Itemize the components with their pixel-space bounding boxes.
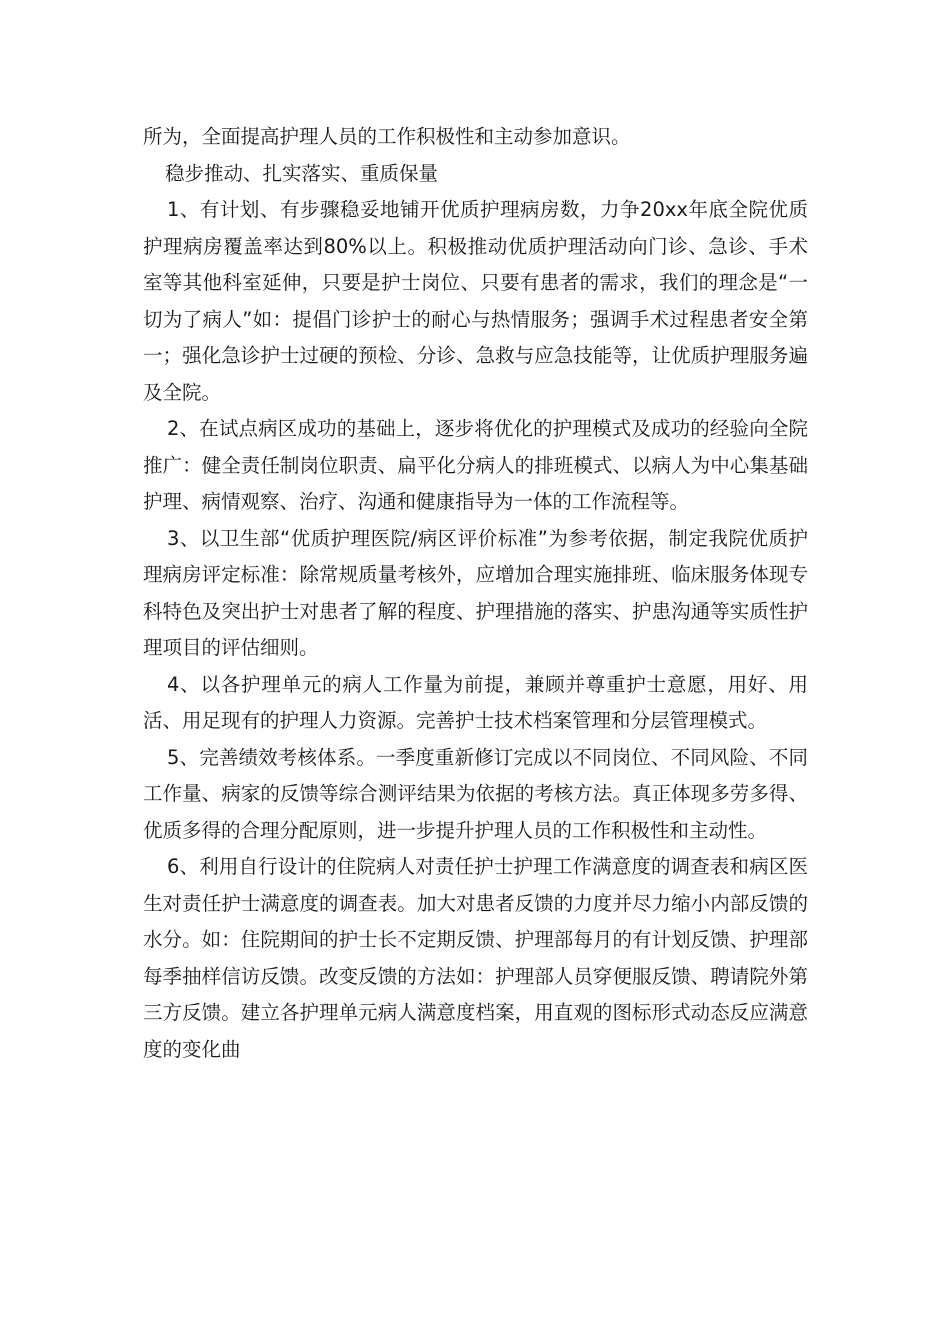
list-item-3: 3、以卫生部“优质护理医院/病区评价标准”为参考依据，制定我院优质护理病房评定标准：除常规质量考核外，应增加合理实施排班、临床服务体现专科特色及突出护士对患者了解的程度、护理措施的落实、护患沟通等实质性护理项目的评估细则。 (143, 526, 808, 659)
paragraph-continuation: 所为，全面提高护理人员的工作积极性和主动参加意识。 (143, 125, 631, 148)
document-body (143, 119, 808, 1068)
list-item-2: 2、在试点病区成功的基础上，逐步将优化的护理模式及成功的经验向全院推广：健全责任制岗位职责、扁平化分病人的排班模式、以病人为中心集基础护理、病情观察、治疗、沟通和健康指导为一体的工作流程等。 (143, 417, 808, 513)
section-heading: 稳步推动、扎实落实、重质保量 (165, 161, 439, 185)
list-item-6: 6、利用自行设计的住院病人对责任护士护理工作满意度的调查表和病区医生对责任护士满意度的调查表。加大对患者反馈的力度并尽力缩小内部反馈的水分。如：住院期间的护士长不定期反馈、护理部每月的有计划反馈、护理部每季抽样信访反馈。改变反馈的方法如：护理部人员穿便服反馈、聘请院外第三方反馈。建立各护理单元病人满意度档案，用直观的图标形式动态反应满意度的变化曲 (143, 855, 808, 1061)
list-item-4: 4、以各护理单元的病人工作量为前提，兼顾并尊重护士意愿，用好、用活、用足现有的护理人力资源。完善护士技术档案管理和分层管理模式。 (143, 672, 808, 732)
list-item-5: 5、完善绩效考核体系。一季度重新修订完成以不同岗位、不同风险、不同工作量、病家的反馈等综合测评结果为依据的考核方法。真正体现多劳多得、优质多得的合理分配原则，进一步提升护理人员的工作积极性和主动性。 (143, 745, 808, 842)
list-item-1: 1、有计划、有步骤稳妥地铺开优质护理病房数，力争20xx年底全院优质护理病房覆盖率达到80%以上。积极推动优质护理活动向门诊、急诊、手术室等其他科室延伸，只要是护士岗位、只要有患者的需求，我们的理念是“一切为了病人”如：提倡门诊护士的耐心与热情服务；强调手术过程患者安全第一；强化急诊护士过硬的预检、分诊、急救与应急技能等，让优质护理服务遍及全院。 (143, 198, 808, 404)
